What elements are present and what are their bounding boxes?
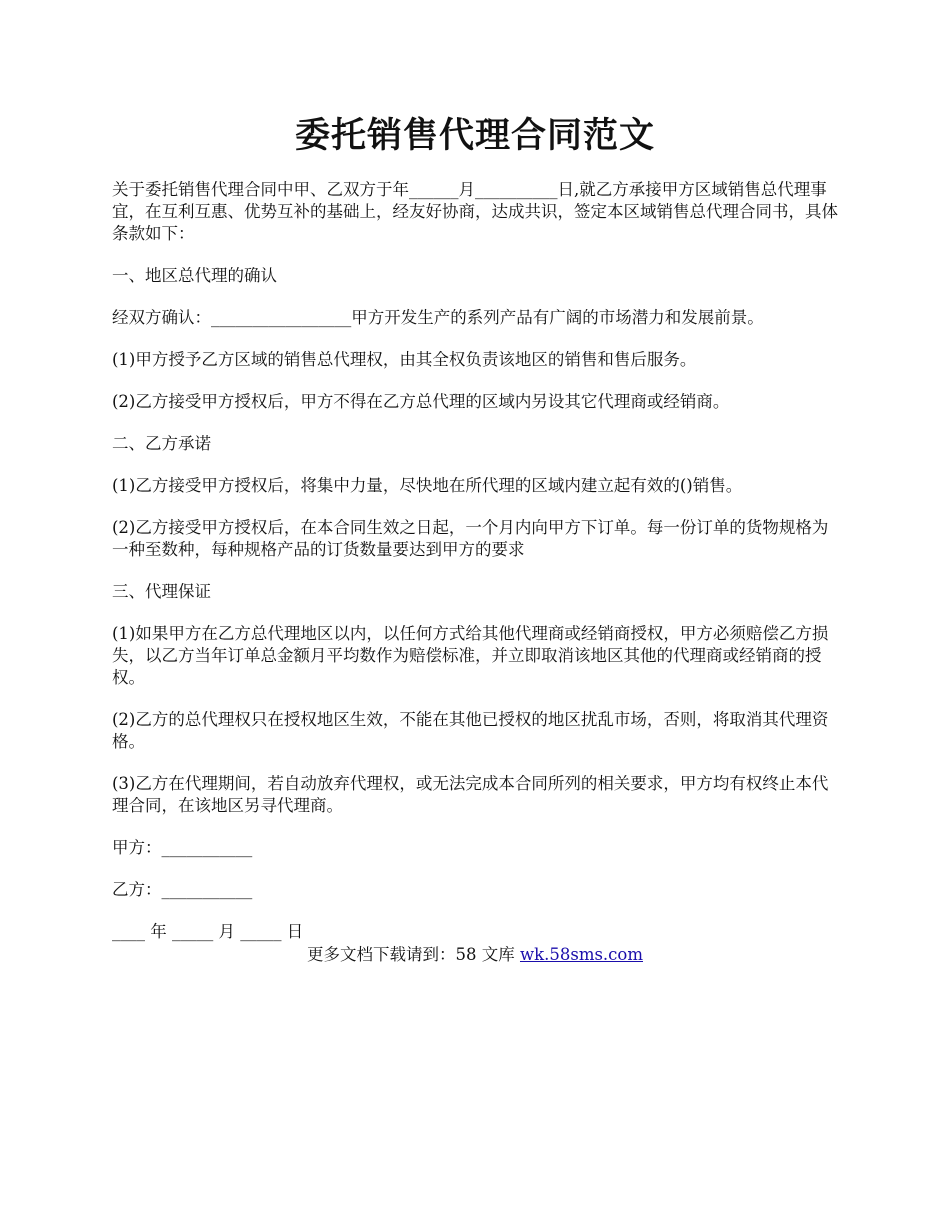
clause-2-1: (1)乙方接受甲方授权后，将集中力量，尽快地在所代理的区域内建立起有效的()销售。 xyxy=(112,476,743,495)
confirmation-paragraph: 经双方确认：_________________甲方开发生产的系列产品有广阔的市场潜力和发展前景。 xyxy=(112,308,764,327)
clause-1-2: (2)乙方接受甲方授权后，甲方不得在乙方总代理的区域内另设其它代理商或经销商。 xyxy=(112,392,730,411)
party-b-signature-line: 乙方：___________ xyxy=(112,880,253,899)
intro-paragraph: 关于委托销售代理合同中甲、乙双方于年______月__________日,就乙方承接甲方区域销售总代理事宜，在互利互惠、优势互补的基础上，经友好协商，达成共识，签定本区域销售总代理合同书，具体条款如下： xyxy=(112,180,838,243)
download-footer xyxy=(0,944,950,966)
footer-text: 更多文档下载请到：58 文库 xyxy=(306,945,520,964)
clause-2-2: (2)乙方接受甲方授权后，在本合同生效之日起，一个月内向甲方下订单。每一份订单的货物规格为一种至数种，每种规格产品的订货数量要达到甲方的要求 xyxy=(112,518,829,559)
clause-3-1: (1)如果甲方在乙方总代理地区以内，以任何方式给其他代理商或经销商授权，甲方必须赔偿乙方损失，以乙方当年订单总金额月平均数作为赔偿标准，并立即取消该地区其他的代理商或经销商的授权。 xyxy=(112,624,829,687)
date-line: ____ 年 _____ 月 _____ 日 xyxy=(112,922,304,941)
document-title: 委托销售代理合同范文 xyxy=(294,115,655,156)
party-a-signature-line: 甲方：___________ xyxy=(112,838,253,857)
section-heading-confirmation: 一、地区总代理的确认 xyxy=(112,266,277,285)
section-heading-guarantee: 三、代理保证 xyxy=(112,582,211,601)
clause-1-1: (1)甲方授予乙方区域的销售总代理权，由其全权负责该地区的销售和售后服务。 xyxy=(112,350,697,369)
clause-3-3: (3)乙方在代理期间，若自动放弃代理权，或无法完成本合同所列的相关要求，甲方均有权终止本代理合同，在该地区另寻代理商。 xyxy=(112,774,829,815)
footer-link[interactable]: wk.58sms.com xyxy=(519,945,643,964)
section-heading-commitment: 二、乙方承诺 xyxy=(112,434,211,453)
clause-3-2: (2)乙方的总代理权只在授权地区生效，不能在其他已授权的地区扰乱市场，否则，将取消其代理资格。 xyxy=(112,710,829,751)
document-body xyxy=(112,179,840,963)
